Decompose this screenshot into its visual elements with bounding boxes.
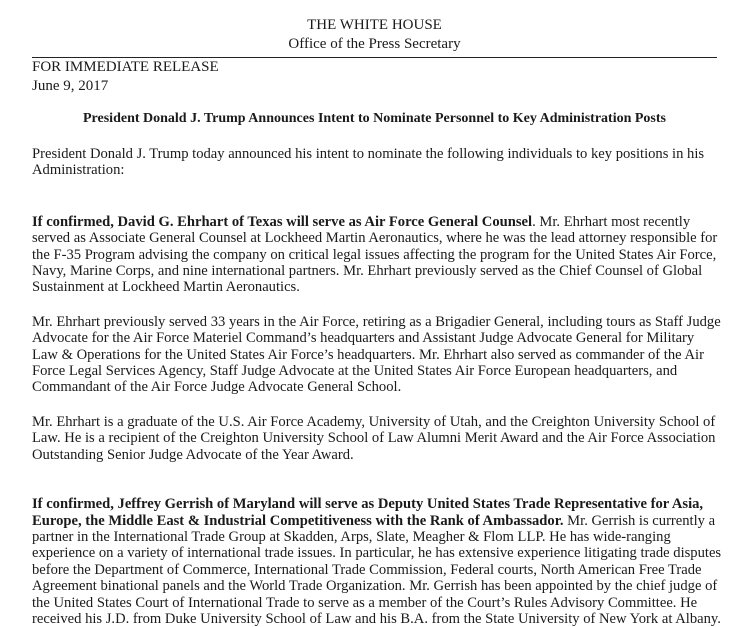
nominee-1-paragraph-1 bbox=[32, 214, 722, 296]
document-title: President Donald J. Trump Announces Intent to Nominate Personnel to Key Administration Posts bbox=[83, 111, 666, 126]
header-office: Office of the Press Secretary bbox=[288, 36, 461, 52]
nominee-2-lead: If confirmed, Jeffrey Gerrish of Maryland will serve as Deputy United States Trade Representative for Asia, Europe, the Middle East & Industrial Competitiveness with the Rank of Ambassador. bbox=[32, 496, 704, 529]
intro-paragraph: President Donald J. Trump today announced his intent to nominate the following individuals to key positions in his Administration: bbox=[32, 146, 705, 179]
nominee-1-paragraph-3: Mr. Ehrhart is a graduate of the U.S. Air Force Academy, University of Utah, and the Creighton University School of Law. He is a recipient of the Creighton University School of Law Alumni Merit Award and the Air Force Association Outstanding Senior Judge Advocate of the Year Award. bbox=[32, 413, 716, 463]
release-meta bbox=[32, 58, 219, 96]
nominee-1-paragraph-2: Mr. Ehrhart previously served 33 years in the Air Force, retiring as a Brigadier General, including tours as Staff Judge Advocate for the Air Force Materiel Command’s headquarters and Assistant Judge Advocate General for Military Law & Operations for the United States Air Force’s headquarters. Mr. Ehrhart also served as commander of the Air Force Legal Services Agency, Staff Judge Advocate at the United States Air Force European headquarters, and Commandant of the Air Force Judge Advocate General School. bbox=[32, 313, 721, 396]
nominee-1-lead-text: . Mr. Ehrhart most recently served as Associate General Counsel at Lockheed Martin Aeronautics, where he was the lead attorney responsible for the F-35 Program advising the company on critical legal issues affecting the program for the United States Air Force, Navy, Marine Corps, and nine international partners. Mr. Ehrhart previously served as the Chief Counsel of Global Sustainment at Lockheed Martin Aeronautics. bbox=[32, 213, 718, 296]
document-body bbox=[32, 146, 722, 627]
nominee-2-paragraph-1 bbox=[32, 496, 722, 627]
nominee-1-lead: If confirmed, David G. Ehrhart of Texas will serve as Air Force General Counsel bbox=[32, 213, 533, 230]
release-label: FOR IMMEDIATE RELEASE bbox=[32, 59, 219, 75]
nominee-2-lead-text: Mr. Gerrish is currently a partner in the International Trade Group at Skadden, Arps, Slate, Meagher & Flom LLP. He has wide-ranging experience on a variety of international trade issues. In particular, he has extensive experience litigating trade disputes before the Department of Commerce, International Trade Commission, Federal courts, North American Free Trade Agreement binational panels and the World Trade Organization. Mr. Gerrish has been appointed by the chief judge of the United States Court of International Trade to serve as a member of the Court’s Rules Advisory Committee. He received his J.D. from Duke University School of Law and his B.A. from the State University of New York at Albany. bbox=[32, 512, 722, 627]
header-org: THE WHITE HOUSE bbox=[307, 17, 442, 33]
header bbox=[0, 0, 749, 54]
release-date: June 9, 2017 bbox=[32, 78, 109, 94]
